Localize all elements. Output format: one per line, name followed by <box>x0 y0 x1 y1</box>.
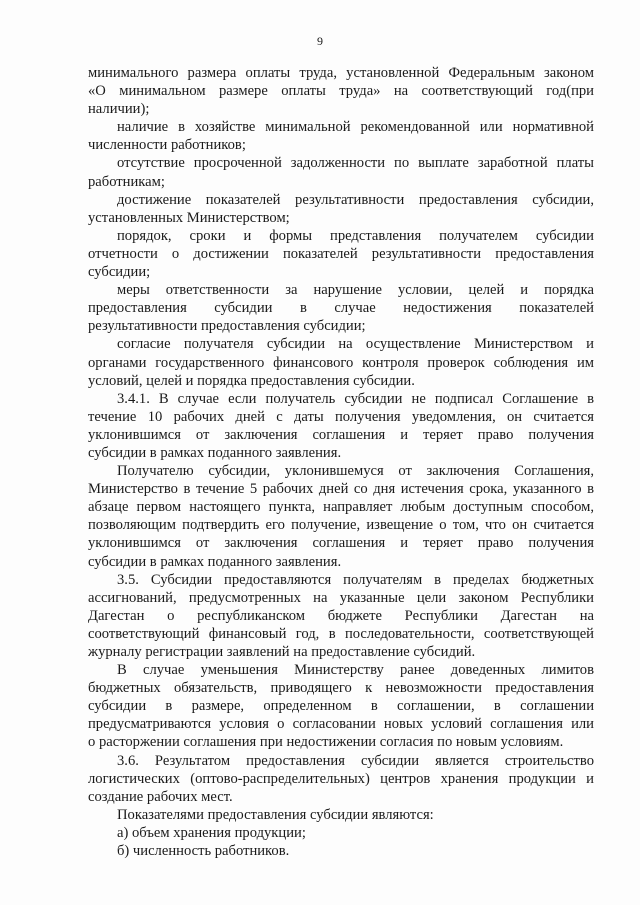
text-line: Дагестан о республиканском бюджете Республики Дагестан на <box>88 607 594 624</box>
document-body <box>88 64 594 860</box>
text-line: достижение показателей результативности предоставления субсидии, <box>117 191 594 208</box>
text-line: минимального размера оплаты труда, установленной Федеральным законом <box>88 65 594 81</box>
text-line: создание рабочих мест. <box>88 788 233 805</box>
text-line: субсидии в размере, определенном в соглашении, в соглашении <box>88 698 594 715</box>
text-line: предусматриваются условия о согласовании новых условий соглашения или <box>88 716 594 733</box>
text-line: субсидии; <box>88 264 151 281</box>
text-line: наличие в хозяйстве минимальной рекомендованной или нормативной <box>117 119 594 136</box>
text-line: соответствующий финансовый год, в последовательности, соответствующей <box>88 625 594 642</box>
text-line: а) объем хранения продукции; <box>117 824 306 841</box>
text-line: порядок, сроки и формы представления получателем субсидии <box>117 227 594 244</box>
text-line: 3.5. Субсидии предоставляются получателям в пределах бюджетных <box>117 571 594 588</box>
text-line: согласие получателя субсидии на осуществление Министерством и <box>117 336 594 353</box>
text-line: абзаце первом настоящего пункта, направляет любым доступным способом, <box>88 499 594 516</box>
text-line: численности работников; <box>88 137 246 154</box>
text-line: наличии); <box>88 101 150 118</box>
text-line: В случае уменьшения Министерству ранее доведенных лимитов <box>117 662 594 679</box>
text-line: позволяющим подтвердить его получение, извещение о том, что он считается <box>88 517 594 534</box>
text-line: субсидии в рамках поданного заявления. <box>88 444 342 461</box>
text-line: бюджетных обязательств, приводящего к невозможности предоставления <box>88 680 594 697</box>
text-line: журналу регистрации заявлений на предоставление субсидий. <box>88 644 476 660</box>
text-line: Получателю субсидии, уклонившемуся от заключения Соглашения, <box>117 463 594 480</box>
text-line: о расторжении соглашения при недостижении согласия по новым условиям. <box>88 734 564 751</box>
text-line: «О минимальном размере оплаты труда» на соответствующий год(при <box>88 83 594 100</box>
text-line: Показателями предоставления субсидии являются: <box>117 806 434 823</box>
text-line: меры ответственности за нарушение условии, целей и порядка <box>117 282 594 299</box>
text-line: органами государственного финансового контроля проверок соблюдения им <box>88 354 594 371</box>
text-line: установленных Министерством; <box>88 209 290 226</box>
text-line: предоставления субсидии в случае недостижения показателей <box>88 300 594 317</box>
text-line: субсидии в рамках поданного заявления. <box>88 553 342 570</box>
text-line: логистических (оптово-распределительных) центров хранения продукции и <box>88 770 594 787</box>
text-line: отсутствие просроченной задолженности по выплате заработной платы <box>117 155 594 172</box>
text-line: 3.6. Результатом предоставления субсидии является строительство <box>117 752 594 769</box>
page-number: 9 <box>317 34 323 48</box>
text-line: течение 10 рабочих дней с даты получения уведомления, он считается <box>88 408 594 425</box>
text-line: уклонившимся от заключения соглашения и теряет право получения <box>88 535 594 552</box>
text-line: работникам; <box>88 173 165 190</box>
text-line: 3.4.1. В случае если получатель субсидии не подписал Соглашение в <box>117 390 594 407</box>
text-line: уклонившимся от заключения соглашения и теряет право получения <box>88 426 594 443</box>
text-line: б) численность работников. <box>117 843 290 860</box>
text-line: результативности предоставления субсидии; <box>88 318 366 335</box>
text-line: условий, целей и порядка предоставления субсидии. <box>88 372 415 389</box>
text-line: Министерство в течение 5 рабочих дней со дня истечения срока, указанного в <box>88 481 594 498</box>
text-line: отчетности о достижении показателей результативности предоставления <box>88 245 594 262</box>
text-line: ассигнований, предусмотренных на указанные цели законом Республики <box>88 589 594 606</box>
